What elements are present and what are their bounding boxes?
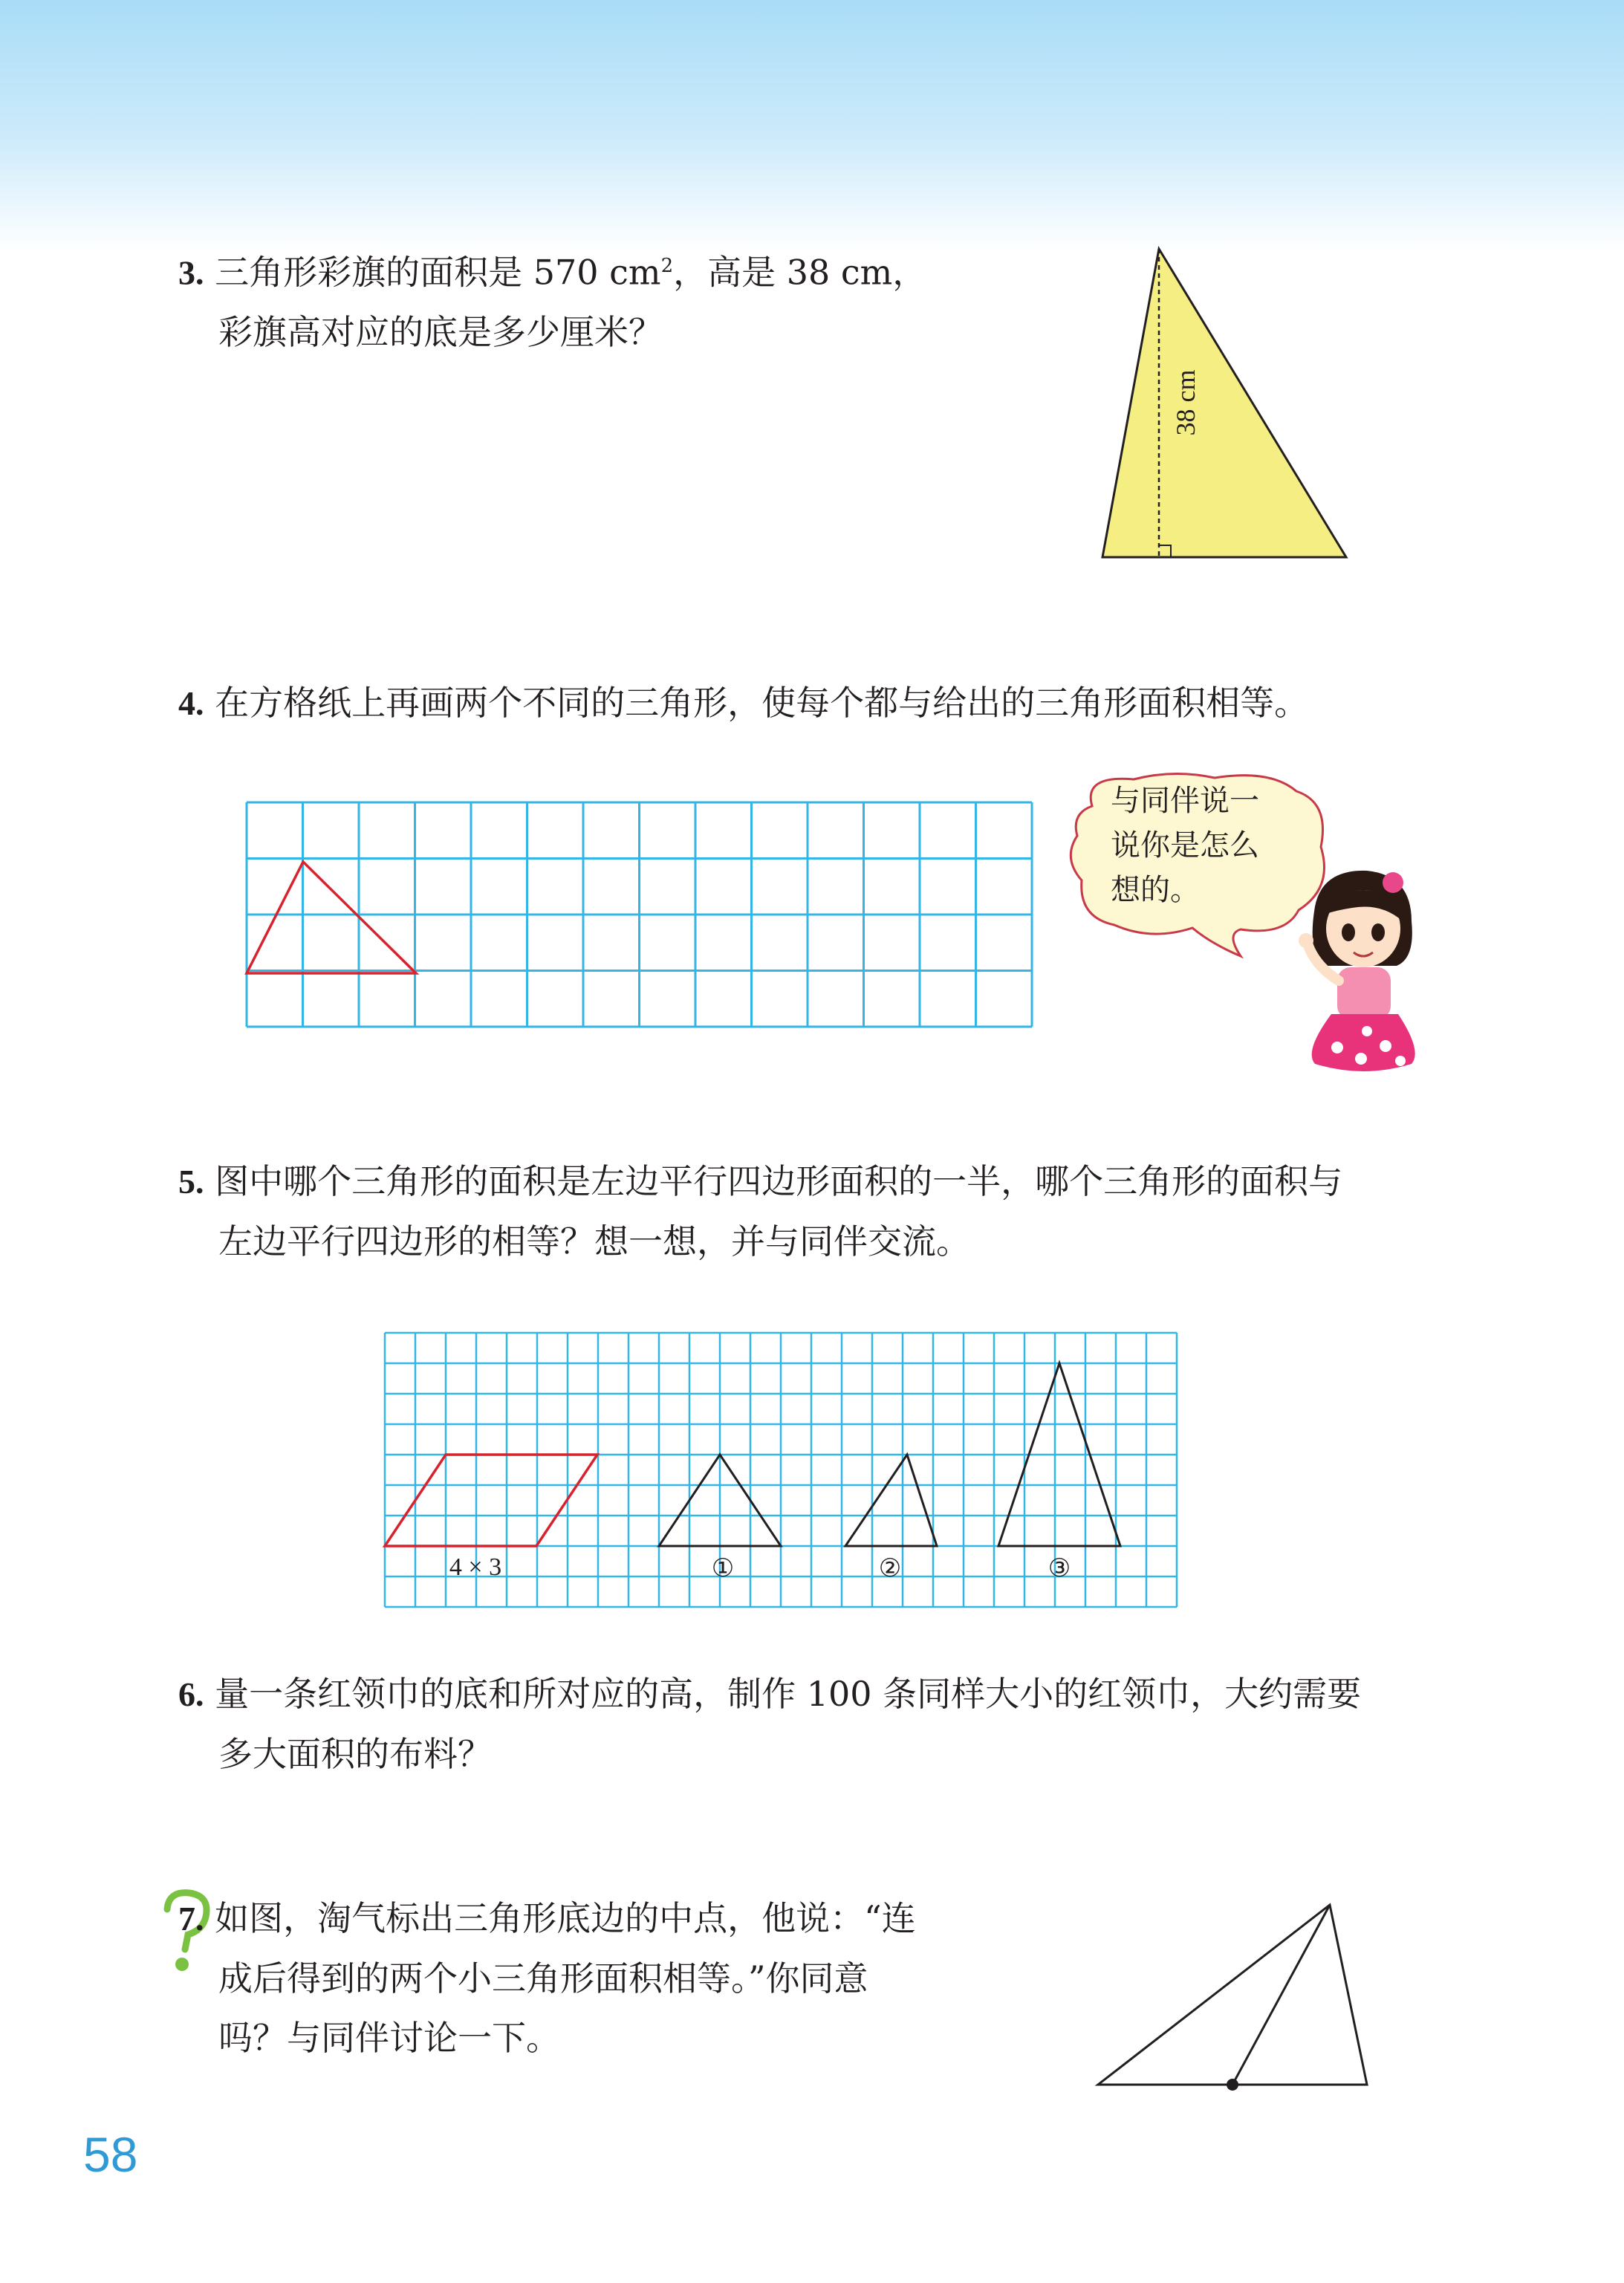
question-7 xyxy=(178,1889,1070,2068)
question-5-line-2: 左边平行四边形的相等？想一想，并与同伴交流。 xyxy=(218,1221,970,1261)
midpoint-dot xyxy=(1227,2079,1238,2091)
question-7-number: 7. xyxy=(178,1900,204,1938)
question-3-text-suffix: ，高是 38 cm， xyxy=(673,252,927,293)
question-7-line-3: 吗？与同伴讨论一下。 xyxy=(218,2018,560,2058)
yellow-flag-triangle xyxy=(1102,249,1346,557)
question-4-text: 在方格纸上再画两个不同的三角形，使每个都与给出的三角形面积相等。 xyxy=(215,683,1309,723)
left-eye xyxy=(1342,923,1355,941)
question-5-line-1: 图中哪个三角形的面积是左边平行四边形面积的一半，哪个三角形的面积与 xyxy=(215,1161,1343,1201)
median-line xyxy=(1232,1905,1330,2085)
question-7-line-2: 成后得到的两个小三角形面积相等。”你同意 xyxy=(218,1958,868,1998)
hair-bow xyxy=(1383,872,1403,893)
header-band xyxy=(0,0,1624,253)
question-3 xyxy=(178,236,1055,362)
given-red-triangle xyxy=(247,862,416,973)
question-3-superscript: 2 xyxy=(660,255,674,277)
pointing-hand xyxy=(1299,933,1313,948)
triangle-2 xyxy=(845,1455,937,1546)
skirt-dot xyxy=(1355,1053,1367,1065)
question-7-line-1: 如图，淘气标出三角形底边的中点，他说：“连 xyxy=(215,1898,916,1938)
question-4 xyxy=(178,673,1516,733)
midpoint-triangle-figure xyxy=(1092,1902,1382,2095)
question-6-number: 6. xyxy=(178,1675,204,1713)
right-eye xyxy=(1371,923,1385,941)
bubble-line-1: 与同伴说一 xyxy=(1111,784,1259,818)
bubble-line-3: 想的。 xyxy=(1111,873,1200,907)
question-3-number: 3. xyxy=(178,253,204,292)
question-6-line-1: 量一条红领巾的底和所对应的高，制作 100 条同样大小的红领巾，大约需要 xyxy=(215,1674,1362,1714)
girl-character-illustration xyxy=(1263,862,1434,1085)
flag-height-label: 38 cm xyxy=(1171,369,1201,436)
triangle-2-label: ② xyxy=(878,1553,902,1583)
question-6 xyxy=(178,1664,1516,1784)
question-5 xyxy=(178,1152,1516,1271)
question-6-line-2: 多大面积的布料？ xyxy=(218,1734,492,1774)
skirt-dot xyxy=(1362,1026,1372,1036)
parallelogram-label: 4 × 3 xyxy=(449,1553,502,1581)
red-parallelogram xyxy=(385,1455,597,1546)
girl-shirt xyxy=(1337,967,1391,1019)
skirt-dot xyxy=(1380,1040,1391,1052)
grid-lines xyxy=(247,802,1032,1027)
page-number: 58 xyxy=(83,2127,138,2182)
triangle-3-label: ③ xyxy=(1048,1553,1071,1583)
skirt-dot xyxy=(1395,1056,1406,1066)
flag-triangle-figure xyxy=(1092,238,1360,565)
question-3-line-2: 彩旗高对应的底是多少厘米？ xyxy=(218,312,663,353)
bubble-line-2: 说你是怎么 xyxy=(1111,828,1259,863)
square-grid-q5 xyxy=(385,1333,1183,1609)
square-grid-q4 xyxy=(247,802,1034,1033)
triangle-1-label: ① xyxy=(711,1553,735,1583)
question-5-number: 5. xyxy=(178,1163,204,1201)
large-triangle xyxy=(1098,1905,1367,2085)
question-4-number: 4. xyxy=(178,684,204,722)
skirt-dot xyxy=(1331,1042,1343,1053)
question-3-text-prefix: 三角形彩旗的面积是 570 cm xyxy=(215,252,661,293)
speech-bubble-text xyxy=(1111,779,1259,912)
